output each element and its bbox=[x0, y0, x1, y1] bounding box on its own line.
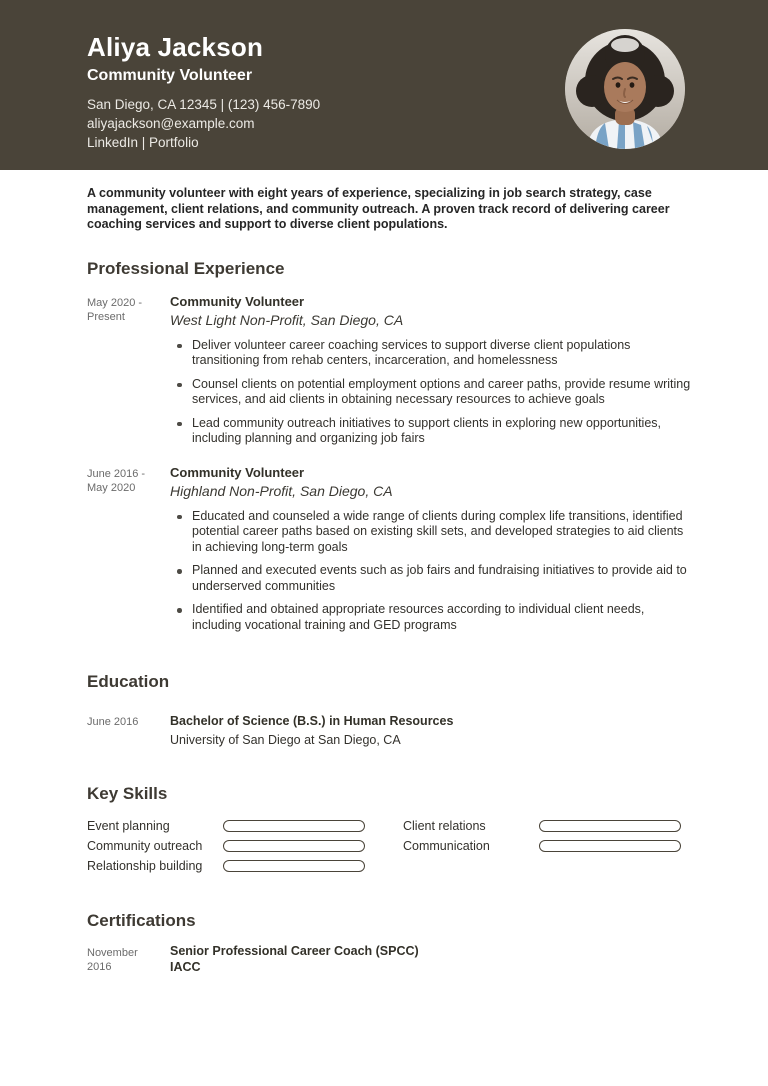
education-degree: Bachelor of Science (B.S.) in Human Resources bbox=[170, 714, 454, 728]
job-title: Community Volunteer bbox=[170, 293, 305, 309]
experience-heading: Professional Experience bbox=[87, 258, 285, 278]
section-certifications bbox=[87, 912, 695, 975]
job-dates: May 2020 - Present bbox=[87, 296, 143, 323]
job-details bbox=[170, 294, 695, 455]
job-entry bbox=[87, 294, 695, 455]
contact-location-phone: San Diego, CA 12345 | (123) 456-7890 bbox=[87, 97, 321, 112]
candidate-title: Community Volunteer bbox=[87, 67, 253, 84]
certification-org: IACC bbox=[170, 960, 201, 974]
job-company: Highland Non-Profit, San Diego, CA bbox=[170, 482, 393, 499]
job-details bbox=[170, 465, 695, 642]
skills-column-right bbox=[403, 816, 695, 876]
job-title: Community Volunteer bbox=[170, 464, 305, 480]
skill-item bbox=[87, 856, 403, 876]
resume-header bbox=[0, 0, 768, 170]
skill-label: Community outreach bbox=[87, 839, 203, 853]
bullet-item: Lead community outreach initiatives to support clients in exploring new opportunities, including planning and organizing job fairs bbox=[170, 416, 695, 447]
skill-label: Relationship building bbox=[87, 859, 203, 873]
bullet-item: Deliver volunteer career coaching services to support diverse client populations transitioning from rehab centers, incarceration, and homelessness bbox=[170, 338, 695, 369]
skills-column-left bbox=[87, 816, 403, 876]
job-entry bbox=[87, 465, 695, 642]
job-dates: June 2016 - May 2020 bbox=[87, 467, 146, 494]
skill-label: Communication bbox=[403, 839, 490, 853]
section-experience bbox=[87, 260, 695, 642]
certification-entry bbox=[87, 944, 695, 975]
skills-grid bbox=[87, 816, 695, 876]
job-company: West Light Non-Profit, San Diego, CA bbox=[170, 311, 404, 328]
section-skills bbox=[87, 785, 695, 876]
education-details bbox=[170, 713, 695, 748]
skill-meter bbox=[223, 820, 365, 832]
job-bullet-list bbox=[170, 338, 695, 447]
skill-item bbox=[87, 836, 403, 856]
bullet-item: Identified and obtained appropriate resources according to individual client needs, including vocational training and GED programs bbox=[170, 602, 695, 633]
skill-meter bbox=[223, 860, 365, 872]
bullet-item: Counsel clients on potential employment options and career paths, provide resume writing services, and aid clients in obtaining necessary resources to achieve goals bbox=[170, 377, 695, 408]
certification-title: Senior Professional Career Coach (SPCC) bbox=[170, 944, 419, 958]
profile-photo-illustration bbox=[565, 29, 685, 149]
certification-dates: November 2016 bbox=[87, 947, 138, 973]
skill-meter bbox=[539, 840, 681, 852]
profile-photo bbox=[565, 29, 685, 149]
education-heading: Education bbox=[87, 672, 170, 691]
contact-email[interactable]: aliyajackson@example.com bbox=[87, 116, 255, 131]
skill-meter bbox=[539, 820, 681, 832]
skill-meter bbox=[223, 840, 365, 852]
bullet-item: Educated and counseled a wide range of clients during complex life transitions, identified potential career paths based on existing skill sets, and developed strategies to aid clients in achieving long-term goals bbox=[170, 509, 695, 556]
bullet-item: Planned and executed events such as job fairs and fundraising initiatives to provide aid to underserved communities bbox=[170, 563, 695, 594]
skill-label: Event planning bbox=[87, 819, 170, 833]
skill-item bbox=[403, 836, 695, 856]
certification-details bbox=[170, 944, 695, 975]
education-entry bbox=[87, 713, 695, 748]
job-bullet-list bbox=[170, 509, 695, 634]
skills-heading: Key Skills bbox=[87, 784, 168, 803]
contact-links[interactable]: LinkedIn | Portfolio bbox=[87, 135, 199, 150]
section-education bbox=[87, 673, 695, 748]
resume-body bbox=[0, 170, 768, 975]
certifications-heading: Certifications bbox=[87, 911, 196, 930]
education-dates: June 2016 bbox=[87, 716, 139, 728]
skill-item bbox=[87, 816, 403, 836]
skill-label: Client relations bbox=[403, 819, 486, 833]
skill-item bbox=[403, 816, 695, 836]
education-school: University of San Diego at San Diego, CA bbox=[170, 733, 401, 747]
candidate-name: Aliya Jackson bbox=[87, 32, 264, 62]
profile-summary: A community volunteer with eight years of experience, specializing in job search strategy, case management, client relations, and community outreach. A proven track record of delivering career coaching services and support to diverse client populations. bbox=[87, 186, 670, 231]
